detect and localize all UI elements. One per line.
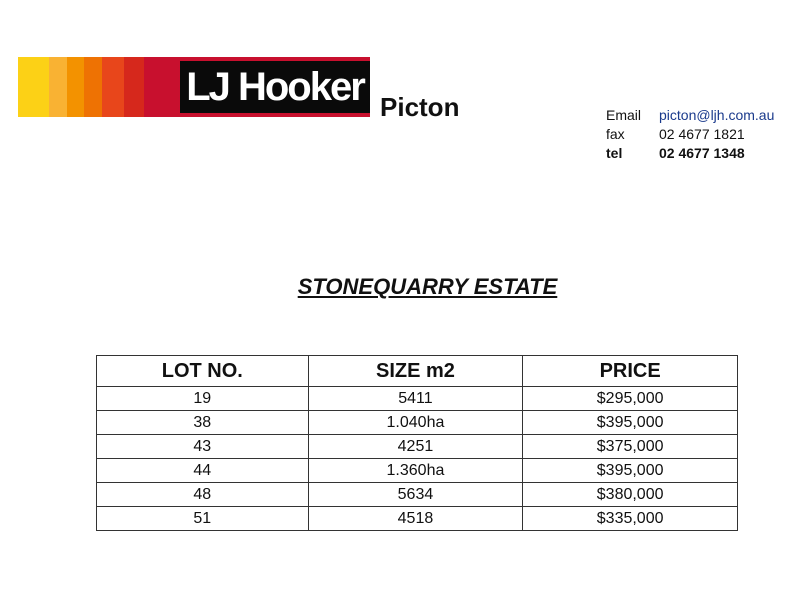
fax-value: 02 4677 1821 [659, 126, 745, 142]
lot-number-cell: 38 [97, 411, 309, 435]
header-lot-no: LOT NO. [97, 356, 309, 387]
logo-stripe [49, 57, 67, 117]
contact-fax-row [606, 125, 774, 144]
logo-stripe [67, 57, 84, 117]
table-row [97, 459, 738, 483]
lot-size-cell: 5634 [308, 483, 523, 507]
logo-color-stripes [18, 57, 168, 117]
header-price: PRICE [523, 356, 738, 387]
table-row [97, 435, 738, 459]
logo-brand-box [168, 57, 370, 117]
logo-stripe [18, 57, 49, 117]
lot-number-cell: 43 [97, 435, 309, 459]
lot-price-cell: $295,000 [523, 387, 738, 411]
tel-value: 02 4677 1348 [659, 145, 745, 161]
lot-price-cell: $375,000 [523, 435, 738, 459]
fax-label: fax [606, 126, 625, 142]
table-row [97, 411, 738, 435]
logo-stripe [84, 57, 102, 117]
logo-brand-inner [180, 61, 370, 113]
lot-size-cell: 4518 [308, 507, 523, 531]
lot-price-cell: $395,000 [523, 411, 738, 435]
contact-email-row [606, 106, 774, 125]
lot-price-cell: $335,000 [523, 507, 738, 531]
lot-size-cell: 5411 [308, 387, 523, 411]
lot-size-cell: 1.360ha [308, 459, 523, 483]
office-name: Picton [380, 92, 460, 122]
email-link[interactable]: picton@ljh.com.au [659, 107, 775, 123]
table-row [97, 483, 738, 507]
logo-stripe [124, 57, 144, 117]
logo-stripe [102, 57, 124, 117]
logo-brand-text: LJ Hooker [186, 65, 364, 109]
lot-number-cell: 19 [97, 387, 309, 411]
lot-size-cell: 4251 [308, 435, 523, 459]
table-row [97, 387, 738, 411]
lots-table [96, 355, 738, 531]
header-size: SIZE m2 [308, 356, 523, 387]
lot-number-cell: 48 [97, 483, 309, 507]
table-row [97, 507, 738, 531]
email-label: Email [606, 107, 642, 123]
lot-number-cell: 44 [97, 459, 309, 483]
table-header-row [97, 356, 738, 387]
contact-block [606, 106, 774, 163]
tel-label: tel [606, 145, 623, 161]
lj-hooker-logo [18, 57, 370, 117]
lot-price-cell: $395,000 [523, 459, 738, 483]
estate-title: STONEQUARRY ESTATE [297, 274, 558, 299]
lot-number-cell: 51 [97, 507, 309, 531]
lot-size-cell: 1.040ha [308, 411, 523, 435]
logo-stripe [144, 57, 168, 117]
contact-tel-row [606, 144, 774, 163]
lot-price-cell: $380,000 [523, 483, 738, 507]
